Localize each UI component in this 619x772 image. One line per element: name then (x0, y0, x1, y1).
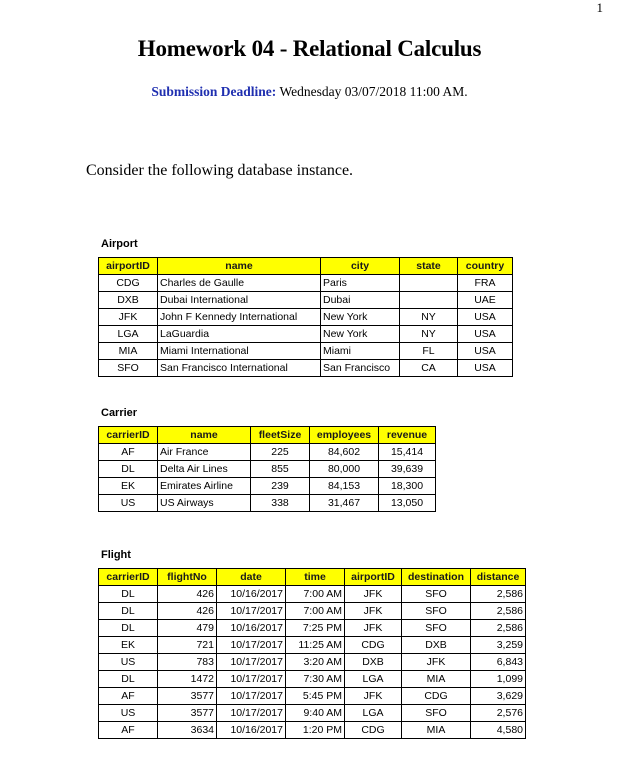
airport-cell-country: USA (458, 360, 513, 377)
flight-cell-date: 10/17/2017 (217, 637, 286, 654)
deadline-value: Wednesday 03/07/2018 11:00 AM. (276, 84, 468, 99)
table-row (99, 603, 526, 620)
table-row (99, 478, 436, 495)
carrier-header-name: name (158, 427, 251, 444)
flight-table-label: Flight (101, 549, 131, 561)
airport-cell-country: USA (458, 326, 513, 343)
deadline-label: Submission Deadline: (151, 84, 277, 99)
flight-cell-distance: 2,586 (471, 620, 526, 637)
flight-cell-flightno: 426 (158, 586, 217, 603)
flight-cell-destination: MIA (402, 722, 471, 739)
carrier-cell-fleetsize: 338 (251, 495, 310, 512)
flight-cell-destination: SFO (402, 603, 471, 620)
flight-cell-time: 7:25 PM (286, 620, 345, 637)
intro-text: Consider the following database instance. (86, 162, 354, 179)
airport-table-label: Airport (101, 238, 138, 250)
airport-cell-name: LaGuardia (158, 326, 321, 343)
flight-cell-date: 10/17/2017 (217, 671, 286, 688)
airport-cell-state: CA (400, 360, 458, 377)
carrier-header-employees: employees (310, 427, 379, 444)
table-row (99, 309, 513, 326)
flight-cell-carrierid: DL (99, 620, 158, 637)
flight-cell-date: 10/17/2017 (217, 688, 286, 705)
airport-header-country: country (458, 258, 513, 275)
carrier-cell-name: Emirates Airline (158, 478, 251, 495)
flight-cell-flightno: 479 (158, 620, 217, 637)
airport-cell-airportid: LGA (99, 326, 158, 343)
flight-cell-distance: 4,580 (471, 722, 526, 739)
carrier-table-label: Carrier (101, 407, 138, 419)
airport-cell-country: USA (458, 309, 513, 326)
airport-cell-city: New York (321, 309, 400, 326)
submission-deadline (0, 84, 619, 100)
carrier-cell-carrierid: AF (99, 444, 158, 461)
flight-cell-time: 11:25 AM (286, 637, 345, 654)
flight-cell-distance: 3,259 (471, 637, 526, 654)
airport-cell-city: New York (321, 326, 400, 343)
flight-cell-time: 7:30 AM (286, 671, 345, 688)
flight-cell-date: 10/16/2017 (217, 620, 286, 637)
flight-cell-flightno: 3577 (158, 688, 217, 705)
table-row (99, 360, 513, 377)
flight-cell-carrierid: EK (99, 637, 158, 654)
flight-cell-time: 5:45 PM (286, 688, 345, 705)
flight-cell-flightno: 721 (158, 637, 217, 654)
table-row (99, 326, 513, 343)
flight-cell-airportid: LGA (345, 705, 402, 722)
flight-cell-time: 7:00 AM (286, 603, 345, 620)
flight-cell-destination: SFO (402, 705, 471, 722)
carrier-cell-name: Air France (158, 444, 251, 461)
flight-header-airportid: airportID (345, 569, 402, 586)
flight-cell-time: 7:00 AM (286, 586, 345, 603)
flight-cell-airportid: JFK (345, 586, 402, 603)
flight-header-destination: destination (402, 569, 471, 586)
flight-cell-carrierid: DL (99, 603, 158, 620)
flight-cell-date: 10/17/2017 (217, 603, 286, 620)
flight-cell-destination: MIA (402, 671, 471, 688)
airport-cell-name: Miami International (158, 343, 321, 360)
airport-cell-airportid: CDG (99, 275, 158, 292)
flight-cell-distance: 2,586 (471, 586, 526, 603)
flight-header-time: time (286, 569, 345, 586)
flight-cell-airportid: JFK (345, 603, 402, 620)
airport-cell-city: San Francisco (321, 360, 400, 377)
table-row (99, 688, 526, 705)
carrier-cell-employees: 80,000 (310, 461, 379, 478)
flight-header-row (99, 569, 526, 586)
table-row (99, 620, 526, 637)
carrier-header-fleetsize: fleetSize (251, 427, 310, 444)
flight-cell-destination: JFK (402, 654, 471, 671)
flight-cell-airportid: LGA (345, 671, 402, 688)
carrier-cell-revenue: 13,050 (379, 495, 436, 512)
flight-cell-destination: DXB (402, 637, 471, 654)
airport-cell-airportid: DXB (99, 292, 158, 309)
carrier-cell-carrierid: US (99, 495, 158, 512)
carrier-cell-revenue: 18,300 (379, 478, 436, 495)
carrier-header-revenue: revenue (379, 427, 436, 444)
airport-cell-country: USA (458, 343, 513, 360)
flight-cell-destination: SFO (402, 620, 471, 637)
carrier-cell-name: Delta Air Lines (158, 461, 251, 478)
carrier-header-row (99, 427, 436, 444)
airport-header-city: city (321, 258, 400, 275)
flight-cell-flightno: 783 (158, 654, 217, 671)
airport-cell-name: San Francisco International (158, 360, 321, 377)
flight-cell-airportid: CDG (345, 722, 402, 739)
flight-header-date: date (217, 569, 286, 586)
flight-cell-airportid: DXB (345, 654, 402, 671)
airport-cell-state: FL (400, 343, 458, 360)
table-row (99, 461, 436, 478)
table-row (99, 444, 436, 461)
airport-cell-airportid: JFK (99, 309, 158, 326)
carrier-header-carrierid: carrierID (99, 427, 158, 444)
airport-cell-state: NY (400, 309, 458, 326)
flight-cell-airportid: JFK (345, 620, 402, 637)
table-row (99, 292, 513, 309)
flight-cell-carrierid: AF (99, 722, 158, 739)
flight-cell-date: 10/17/2017 (217, 654, 286, 671)
flight-cell-airportid: CDG (345, 637, 402, 654)
airport-cell-state (400, 292, 458, 309)
airport-cell-name: Charles de Gaulle (158, 275, 321, 292)
table-row (99, 495, 436, 512)
carrier-cell-name: US Airways (158, 495, 251, 512)
airport-cell-city: Miami (321, 343, 400, 360)
airport-header-state: state (400, 258, 458, 275)
carrier-cell-carrierid: DL (99, 461, 158, 478)
airport-cell-country: FRA (458, 275, 513, 292)
flight-table (98, 568, 526, 739)
airport-cell-country: UAE (458, 292, 513, 309)
page-title: Homework 04 - Relational Calculus (137, 36, 482, 61)
table-row (99, 671, 526, 688)
carrier-cell-revenue: 15,414 (379, 444, 436, 461)
page-number: 1 (596, 0, 603, 15)
flight-cell-carrierid: US (99, 705, 158, 722)
table-row (99, 722, 526, 739)
airport-cell-airportid: MIA (99, 343, 158, 360)
airport-header-name: name (158, 258, 321, 275)
flight-header-flightno: flightNo (158, 569, 217, 586)
flight-cell-distance: 6,843 (471, 654, 526, 671)
flight-cell-carrierid: AF (99, 688, 158, 705)
table-row (99, 637, 526, 654)
airport-cell-city: Paris (321, 275, 400, 292)
airport-cell-name: John F Kennedy International (158, 309, 321, 326)
carrier-cell-fleetsize: 239 (251, 478, 310, 495)
flight-cell-distance: 2,586 (471, 603, 526, 620)
airport-cell-name: Dubai International (158, 292, 321, 309)
airport-cell-city: Dubai (321, 292, 400, 309)
carrier-cell-carrierid: EK (99, 478, 158, 495)
flight-cell-distance: 1,099 (471, 671, 526, 688)
flight-cell-carrierid: DL (99, 671, 158, 688)
table-row (99, 654, 526, 671)
flight-cell-date: 10/17/2017 (217, 705, 286, 722)
airport-cell-state: NY (400, 326, 458, 343)
carrier-cell-fleetsize: 225 (251, 444, 310, 461)
flight-header-distance: distance (471, 569, 526, 586)
flight-cell-distance: 2,576 (471, 705, 526, 722)
flight-cell-destination: CDG (402, 688, 471, 705)
flight-cell-flightno: 426 (158, 603, 217, 620)
airport-cell-airportid: SFO (99, 360, 158, 377)
flight-cell-date: 10/16/2017 (217, 722, 286, 739)
flight-cell-airportid: JFK (345, 688, 402, 705)
flight-cell-time: 3:20 AM (286, 654, 345, 671)
flight-cell-date: 10/16/2017 (217, 586, 286, 603)
table-row (99, 275, 513, 292)
table-row (99, 705, 526, 722)
carrier-cell-employees: 84,602 (310, 444, 379, 461)
flight-cell-flightno: 3577 (158, 705, 217, 722)
flight-header-carrierid: carrierID (99, 569, 158, 586)
flight-cell-flightno: 1472 (158, 671, 217, 688)
airport-cell-state (400, 275, 458, 292)
carrier-cell-revenue: 39,639 (379, 461, 436, 478)
flight-cell-distance: 3,629 (471, 688, 526, 705)
carrier-table (98, 426, 436, 512)
airport-table (98, 257, 513, 377)
airport-header-row (99, 258, 513, 275)
flight-cell-flightno: 3634 (158, 722, 217, 739)
airport-header-airportid: airportID (99, 258, 158, 275)
table-row (99, 586, 526, 603)
flight-cell-destination: SFO (402, 586, 471, 603)
flight-cell-carrierid: DL (99, 586, 158, 603)
table-row (99, 343, 513, 360)
carrier-cell-employees: 84,153 (310, 478, 379, 495)
carrier-cell-fleetsize: 855 (251, 461, 310, 478)
flight-cell-carrierid: US (99, 654, 158, 671)
flight-cell-time: 9:40 AM (286, 705, 345, 722)
carrier-cell-employees: 31,467 (310, 495, 379, 512)
flight-cell-time: 1:20 PM (286, 722, 345, 739)
